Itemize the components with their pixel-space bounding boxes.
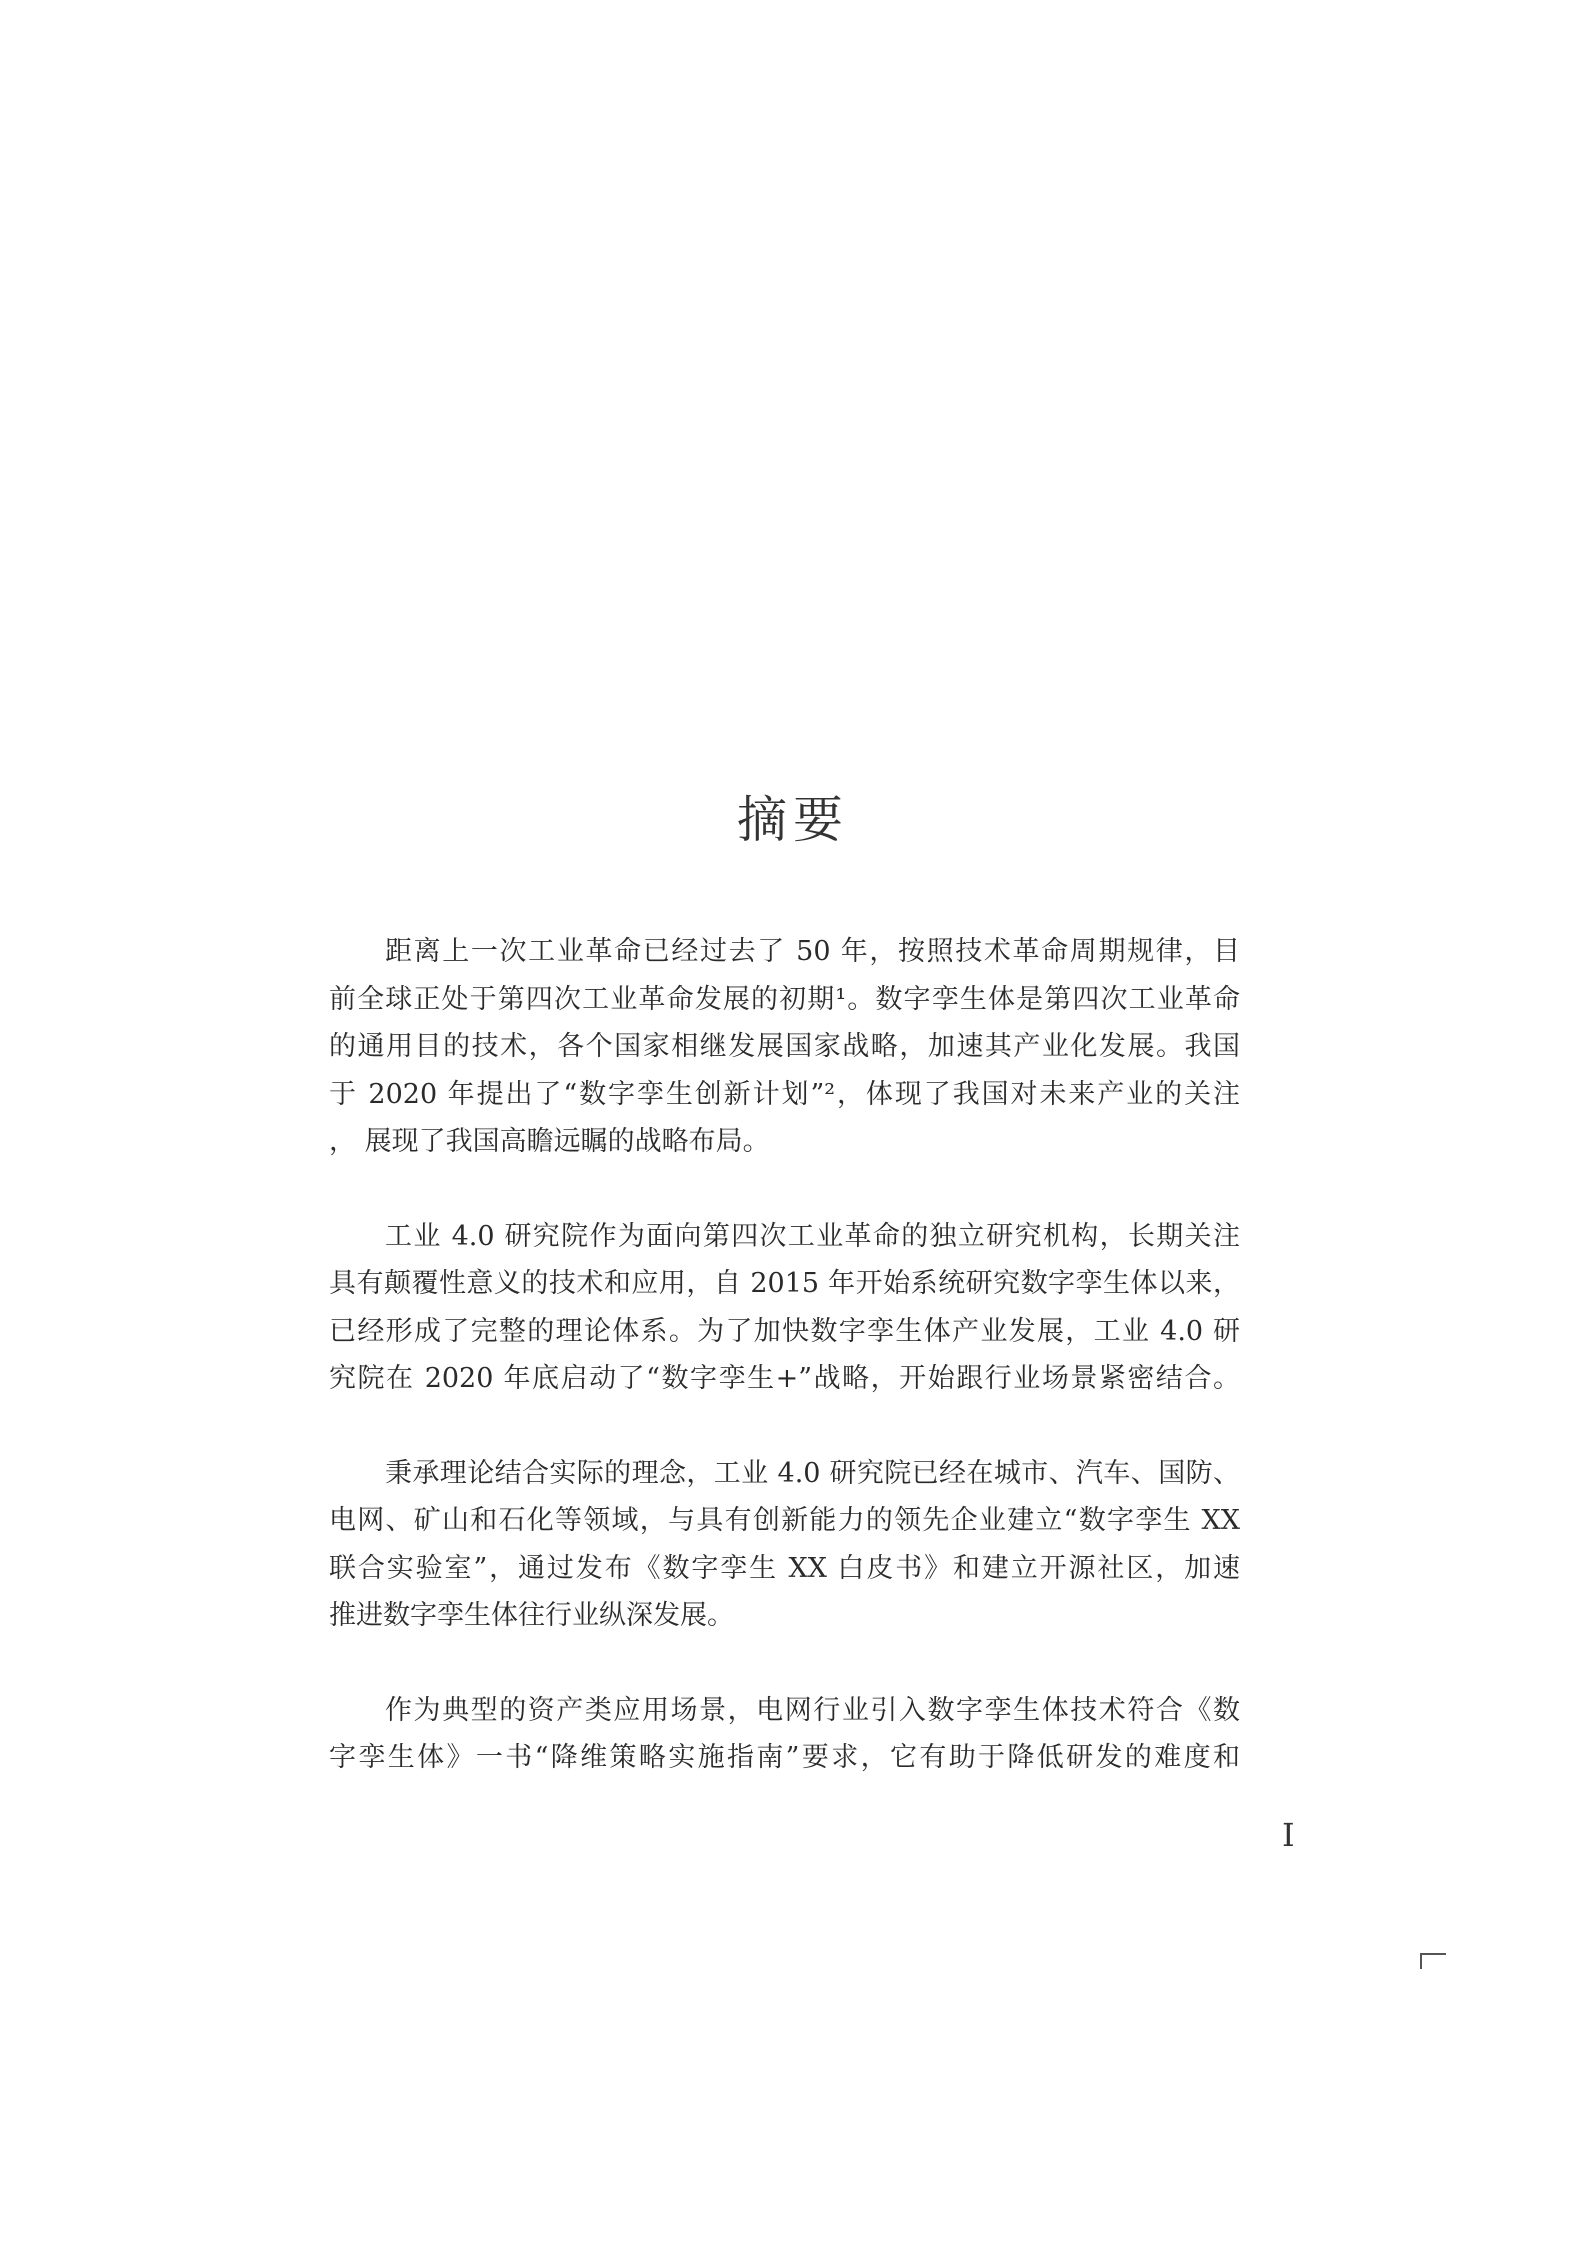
text-line: 秉承理论结合实际的理念，工业 4.0 研究院已经在城市、汽车、国防、 xyxy=(385,1457,1240,1489)
page-title: 摘要 xyxy=(737,791,849,849)
text-line: 距离上一次工业革命已经过去了 50 年，按照技术革命周期规律，目 xyxy=(385,936,1240,967)
abstract-body xyxy=(329,928,1240,1829)
text-line: 的通用目的技术，各个国家相继发展国家战略，加速其产业化发展。我国 xyxy=(329,1031,1240,1062)
text-line: 电网、矿山和石化等领域，与具有创新能力的领先企业建立“数字孪生 XX xyxy=(329,1505,1240,1536)
text-line: 字孪生体》一书“降维策略实施指南”要求，它有助于降低研发的难度和 xyxy=(329,1742,1240,1773)
text-line: ， 展现了我国高瞻远瞩的战略布局。 xyxy=(329,1126,770,1157)
paragraph xyxy=(329,1687,1240,1782)
text-line: 工业 4.0 研究院作为面向第四次工业革命的独立研究机构，长期关注 xyxy=(385,1220,1240,1252)
paragraph xyxy=(329,1450,1240,1640)
text-line: 已经形成了完整的理论体系。为了加快数字孪生体产业发展，工业 4.0 研 xyxy=(329,1315,1240,1347)
text-line: 具有颠覆性意义的技术和应用，自 2015 年开始系统研究数字孪生体以来， xyxy=(329,1268,1240,1299)
text-line: 作为典型的资产类应用场景，电网行业引入数字孪生体技术符合《数 xyxy=(385,1694,1240,1726)
text-line: 于 2020 年提出了“数字孪生创新计划”²，体现了我国对未来产业的关注 xyxy=(329,1078,1240,1110)
crop-mark xyxy=(1420,1953,1446,1969)
text-line: 究院在 2020 年底启动了“数字孪生+”战略，开始跟行业场景紧密结合。 xyxy=(329,1363,1240,1394)
text-line: 前全球正处于第四次工业革命发展的初期¹。数字孪生体是第四次工业革命 xyxy=(329,983,1240,1015)
text-line: 推进数字孪生体往行业纵深发展。 xyxy=(329,1600,734,1631)
text-line: 联合实验室”，通过发布《数字孪生 XX 白皮书》和建立开源社区，加速 xyxy=(329,1552,1240,1584)
paragraph xyxy=(329,1213,1240,1403)
paragraph xyxy=(329,928,1240,1166)
page-number: I xyxy=(1282,1816,1295,1854)
